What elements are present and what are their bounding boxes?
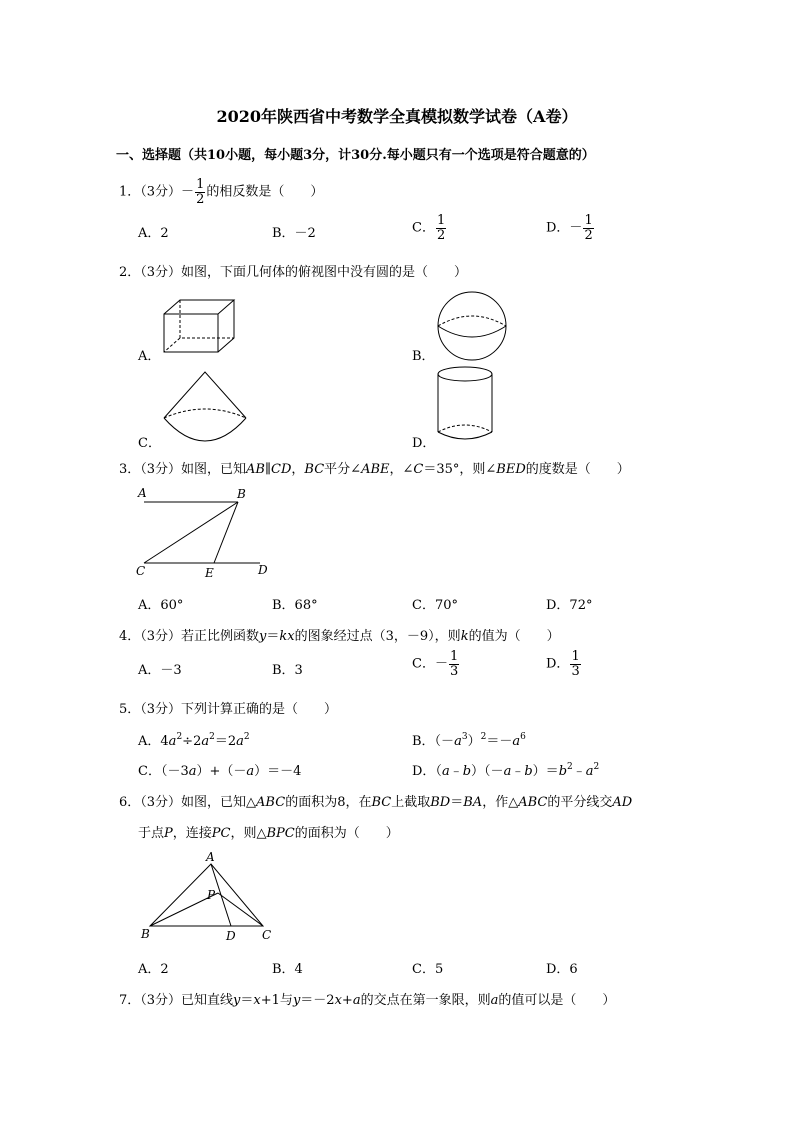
q2-option-c[interactable]: C． — [138, 436, 161, 451]
question-3: 3．（3分）如图，已知AB∥CD，BC平分∠ABE，∠C＝35°，则∠BED的度数是（ ） — [119, 462, 630, 477]
parallel-lines-figure — [136, 484, 276, 580]
q4-option-a[interactable]: A．－3 — [138, 663, 182, 678]
q1-option-c[interactable]: C． $\frac{1}{2}$ — [412, 213, 446, 243]
q3-label-a: A — [138, 486, 147, 500]
question-6-line-2: 于点P，连接PC，则△BPC的面积为（ ） — [138, 826, 399, 841]
q3-label-c: C — [136, 564, 146, 578]
q6-option-c[interactable]: C．5 — [412, 962, 444, 977]
q5-option-c[interactable]: C．（－3a）+（－a）＝－4 — [138, 764, 302, 779]
q2-option-b[interactable]: B． — [412, 349, 435, 364]
q1-option-b[interactable]: B．－2 — [272, 226, 316, 241]
cone-figure — [162, 370, 248, 446]
question-4: 4．（3分）若正比例函数y＝kx的图象经过点（3，－9），则k的值为（ ） — [119, 629, 560, 644]
q6-label-d: D — [226, 929, 236, 943]
section-heading: 一、选择题（共10小题，每小题3分，计30分.每小题只有一个选项是符合题意的） — [116, 148, 595, 163]
exam-title: 2020年陕西省中考数学全真模拟数学试卷（A卷） — [216, 107, 578, 126]
question-7: 7．（3分）已知直线y＝x+1与y＝－2x+a的交点在第一象限，则a的值可以是（ ） — [119, 993, 616, 1008]
q1-stem: 的相反数是（ ） — [206, 184, 324, 200]
q3-label-d: D — [258, 563, 268, 577]
q4-option-c[interactable]: C．－ $\frac{1}{3}$ — [412, 649, 459, 679]
q3-label-e: E — [205, 566, 214, 580]
q1-number: 1．（3分） — [119, 184, 182, 200]
q5-option-b[interactable]: B．$(-a^3)^2=-a^6$ — [412, 732, 526, 749]
sphere-figure — [436, 290, 508, 362]
question-5: 5．（3分）下列计算正确的是（ ） — [119, 702, 338, 717]
q3-option-a[interactable]: A．60° — [138, 598, 184, 613]
q4-option-b[interactable]: B．3 — [272, 663, 303, 678]
q6-label-a: A — [206, 850, 215, 864]
q3-option-b[interactable]: B．68° — [272, 598, 318, 613]
q1-option-d[interactable]: D．－ $\frac{1}{2}$ — [546, 213, 593, 243]
q6-label-c: C — [262, 928, 272, 942]
q2-option-a[interactable]: A． — [138, 349, 161, 364]
question-1 — [119, 178, 323, 206]
question-2: 2．（3分）如图，下面几何体的俯视图中没有圆的是（ ） — [119, 265, 468, 280]
q6-option-a[interactable]: A．2 — [138, 962, 169, 977]
q6-label-b: B — [141, 927, 150, 941]
q5-option-a[interactable]: A．$4a^2\div 2a^2=2a^2$ — [138, 732, 250, 749]
q1-neg: － — [181, 184, 195, 200]
q6-option-b[interactable]: B．4 — [272, 962, 303, 977]
q3-label-b: B — [237, 487, 246, 501]
cylinder-figure — [437, 366, 497, 444]
question-6-line-1: 6．（3分）如图，已知△ABC的面积为8，在BC上截取BD＝BA，作△ABC的平分线交AD — [119, 795, 633, 810]
q3-option-c[interactable]: C．70° — [412, 598, 458, 613]
q6-label-p: P — [207, 888, 216, 902]
q5-option-d[interactable]: D．$(a﹣b)(-a﹣b)=b^2﹣a^2$ — [412, 762, 600, 779]
q3-option-d[interactable]: D．72° — [546, 598, 593, 613]
q6-option-d[interactable]: D．6 — [546, 962, 578, 977]
cube-figure — [162, 298, 238, 354]
q1-fraction: $\frac{1}{2}$ — [196, 177, 205, 207]
q4-option-d[interactable]: D． $\frac{1}{3}$ — [546, 649, 580, 679]
triangle-figure — [138, 848, 278, 946]
q1-option-a[interactable]: A．2 — [138, 226, 169, 241]
q2-option-d[interactable]: D． — [412, 436, 436, 451]
